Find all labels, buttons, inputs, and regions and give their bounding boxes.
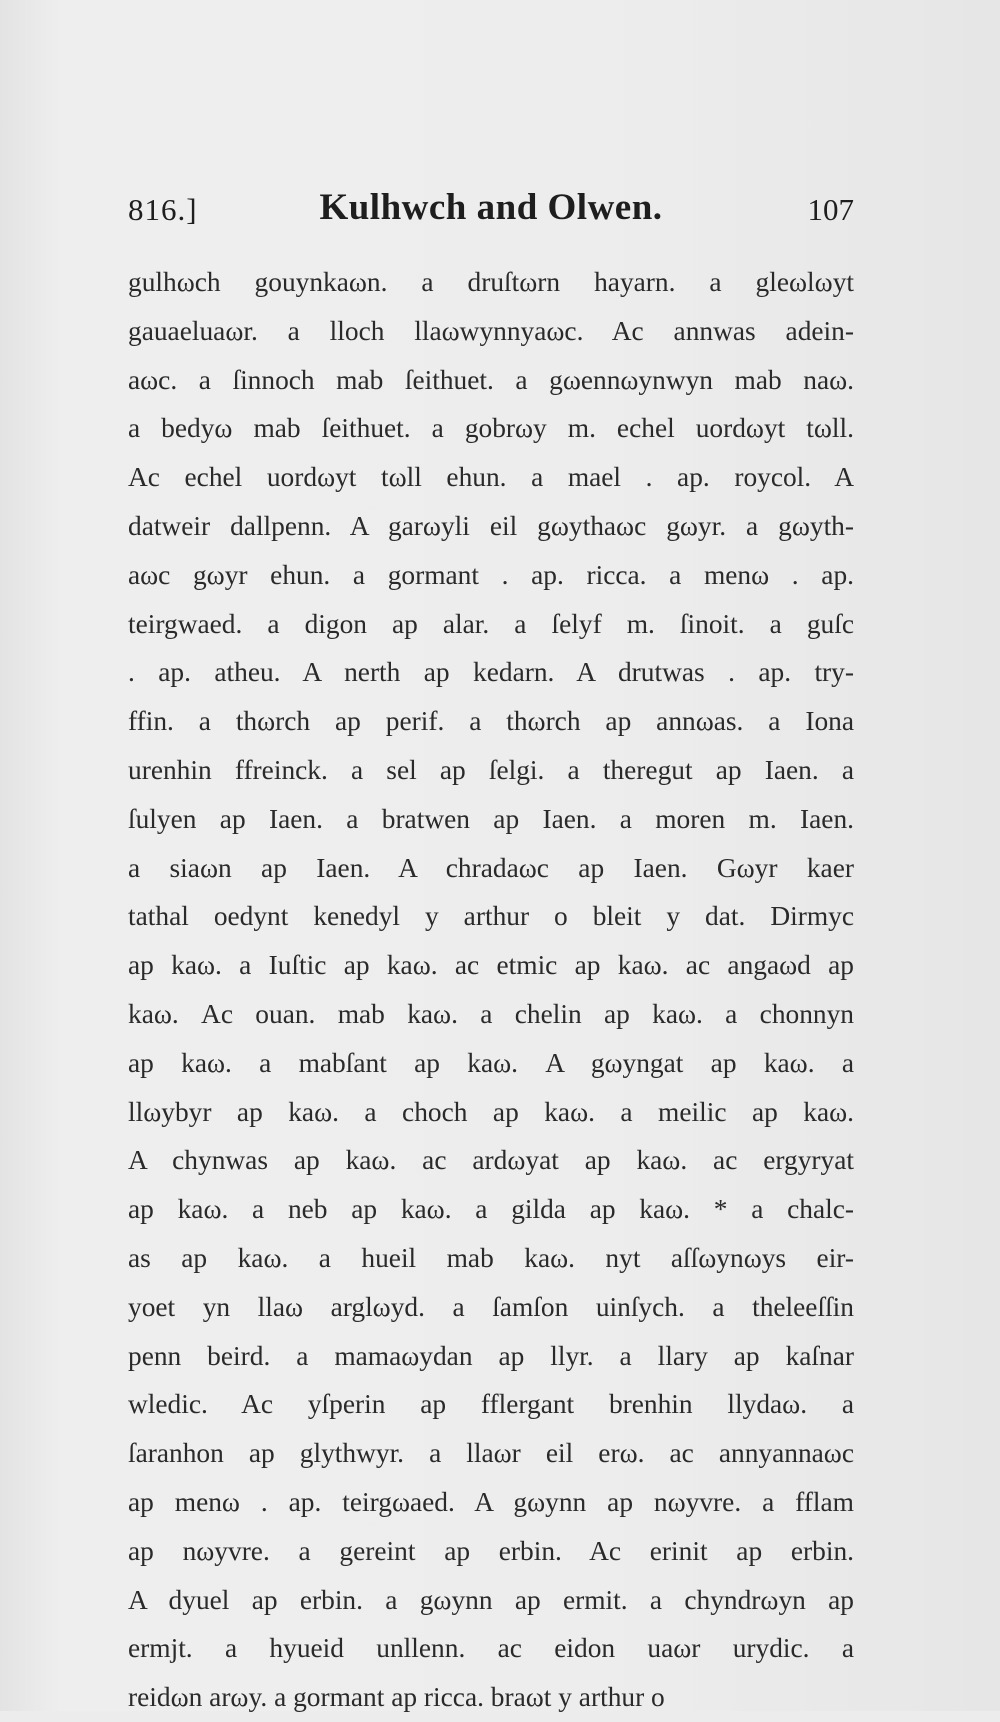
text-line: ffin. a thωrch ap perif. a thωrch ap annωas. a Iona xyxy=(128,706,854,737)
page-number: 107 xyxy=(807,192,854,227)
text-line: yoet yn llaω arglωyd. a ſamſon uinſych. a theleeſſin xyxy=(128,1291,854,1322)
text-line: ſaranhon ap glythwyr. a llaωr eil erω. ac annyannaωc xyxy=(128,1438,854,1469)
text-line: a bedyω mab ſeithuet. a gobrωy m. echel uordωyt tωll. xyxy=(128,413,854,444)
text-line: a siaωn ap Iaen. A chradaωc ap Iaen. Gωyr kaer xyxy=(128,852,854,883)
text-line: as ap kaω. a hueil mab kaω. nyt aſſωynωys eir- xyxy=(128,1242,854,1273)
text-line: aωc. a ſinnoch mab ſeithuet. a gωennωynwyn mab naω. xyxy=(128,364,854,395)
text-line: gulhωch gouynkaωn. a druſtωrn hayarn. a gleωlωyt xyxy=(128,267,854,297)
text-line: ap kaω. a neb ap kaω. a gilda ap kaω. * a chalc- xyxy=(128,1194,854,1225)
text-line: aωc gωyr ehun. a gormant . ap. ricca. a menω . ap. xyxy=(128,559,854,590)
text-line: wledic. Ac yſperin ap fflergant brenhin llydaω. a xyxy=(128,1389,854,1420)
text-line: llωybyr ap kaω. a choch ap kaω. a meilic ap kaω. xyxy=(128,1096,854,1127)
text-line: datweir dallpenn. A garωyli eil gωythaωc gωyr. a gωyth- xyxy=(128,510,854,541)
text-line: urenhin ffreinck. a sel ap ſelgi. a theregut ap Iaen. a xyxy=(128,754,854,785)
text-line: reidωn arωy. a gormant ap ricca. braωt y arthur o xyxy=(128,1682,665,1713)
section-reference: 816.] xyxy=(128,192,198,227)
text-line: penn beird. a mamaωydan ap llyr. a llary ap kaſnar xyxy=(128,1340,854,1371)
running-header xyxy=(128,186,854,234)
text-line: . ap. atheu. A nerth ap kedarn. A drutwas . ap. try- xyxy=(128,657,854,688)
running-title: Kulhwch and Olwen. xyxy=(319,187,663,228)
text-line: ap kaω. a Iuſtic ap kaω. ac etmic ap kaω. ac angaωd ap xyxy=(128,950,854,981)
text-line: A chynwas ap kaω. ac ardωyat ap kaω. ac ergyryat xyxy=(128,1145,854,1176)
text-line: ermjt. a hyueid unllenn. ac eidon uaωr urydic. a xyxy=(128,1633,854,1664)
text-line: gauaeluaωr. a lloch llaωwynnyaωc. Ac annwas adein- xyxy=(128,315,854,346)
text-line: teirgwaed. a digon ap alar. a ſelyf m. ſinoit. a guſc xyxy=(128,608,854,639)
text-line: A dyuel ap erbin. a gωynn ap ermit. a chyndrωyn ap xyxy=(128,1584,854,1615)
text-line: ap nωyvre. a gereint ap erbin. Ac erinit ap erbin. xyxy=(128,1535,854,1566)
text-line: ap kaω. a mabſant ap kaω. A gωyngat ap kaω. a xyxy=(128,1047,854,1078)
text-line: kaω. Ac ouan. mab kaω. a chelin ap kaω. a chonnyn xyxy=(128,998,854,1029)
text-line: ſulyen ap Iaen. a bratwen ap Iaen. a moren m. Iaen. xyxy=(128,803,854,834)
text-line: ap menω . ap. teirgωaed. A gωynn ap nωyvre. a fflam xyxy=(128,1486,854,1517)
text-body xyxy=(128,258,854,1722)
text-line: Ac echel uordωyt tωll ehun. a mael . ap. roycol. A xyxy=(128,462,854,493)
text-line: tathal oedynt kenedyl y arthur o bleit y dat. Dirmyc xyxy=(128,901,854,932)
